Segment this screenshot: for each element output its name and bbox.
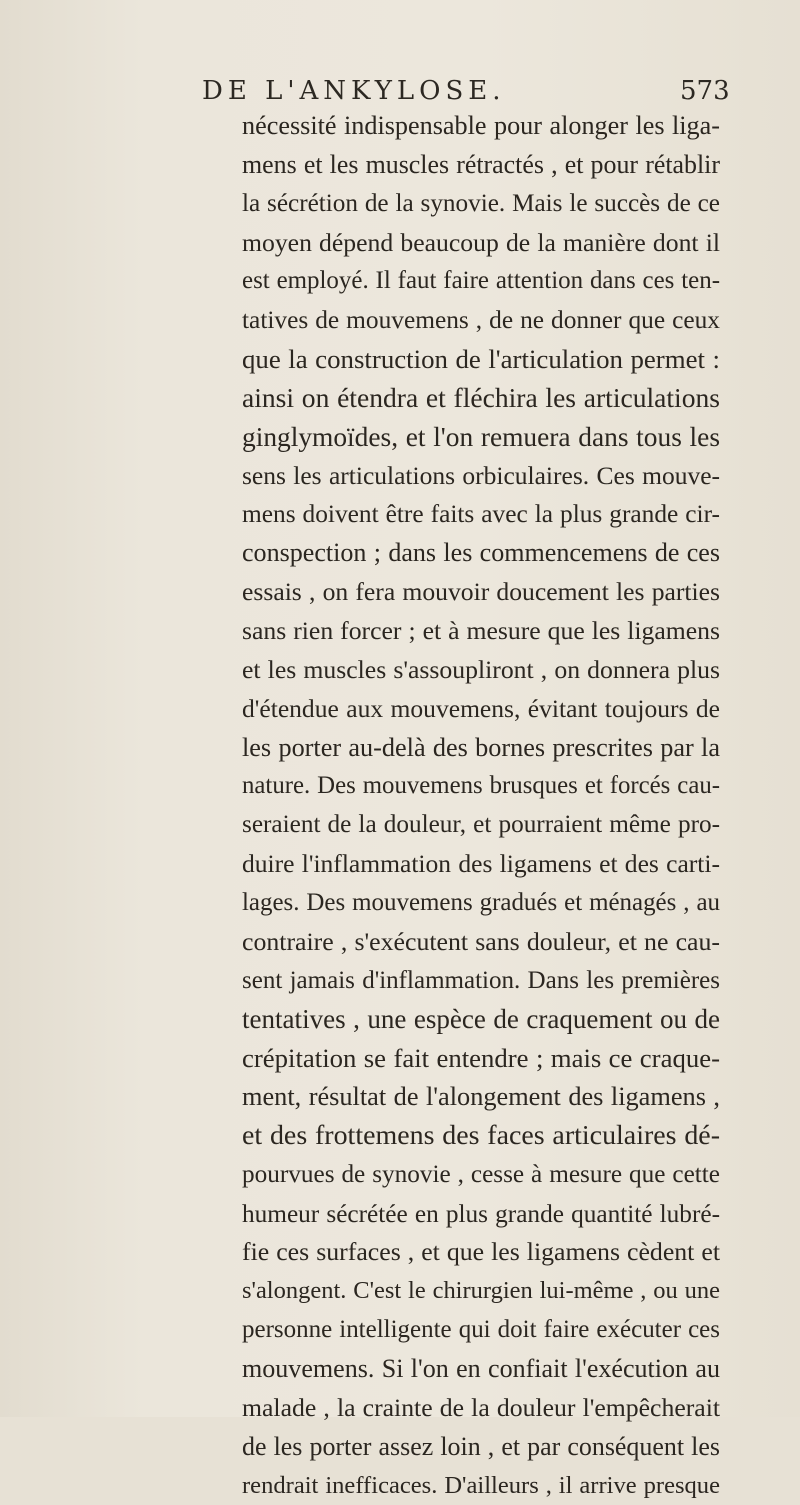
text-line: est employé. Il faut faire attention dans ces ten-	[242, 267, 720, 295]
text-line: mens doivent être faits avec la plus grande cir-	[242, 500, 720, 529]
text-line: la sécrétion de la synovie. Mais le succès de ce	[242, 189, 720, 217]
text-line: duire l'inflammation des ligamens et des carti-	[242, 849, 720, 879]
text-line: tatives de mouvemens , de ne donner que ceux	[242, 306, 720, 335]
text-line: contraire , s'exécutent sans douleur, et ne cau-	[242, 926, 720, 956]
text-line: rendrait inefficaces. D'ailleurs , il arrive presque	[242, 1471, 720, 1499]
text-line: sens les articulations orbiculaires. Ces mouve-	[242, 460, 720, 490]
text-line: fie ces surfaces , et que les ligamens cèdent et	[242, 1237, 720, 1267]
text-line: seraient de la douleur, et pourraient même pro-	[242, 811, 720, 839]
text-line: nécessité indispensable pour alonger les liga-	[242, 111, 720, 140]
text-line: ment, résultat de l'alongement des ligamens ,	[242, 1082, 720, 1112]
text-line: lages. Des mouvemens gradués et ménagés , au	[242, 888, 720, 916]
text-line: ainsi on étendra et fléchira les articulations	[242, 381, 720, 413]
text-line: humeur sécrétée en plus grande quantité lubré-	[242, 1199, 720, 1228]
text-line: nature. Des mouvemens brusques et forcés cau-	[242, 772, 720, 800]
text-line: conspection ; dans les commencemens de ces	[242, 538, 720, 568]
text-line: crépitation se fait entendre ; mais ce craque-	[242, 1043, 720, 1074]
text-line: moyen dépend beaucoup de la manière dont il	[242, 227, 720, 257]
text-line: essais , on fera mouvoir doucement les parties	[242, 577, 720, 607]
text-line: sent jamais d'inflammation. Dans les premières	[242, 966, 720, 994]
text-line: d'étendue aux mouvemens, évitant toujours de	[242, 693, 720, 723]
running-head-title: DE L'ANKYLOSE.	[202, 76, 506, 106]
text-line: et des frottemens des faces articulaires dé-	[242, 1119, 720, 1151]
text-line: sans rien forcer ; et à mesure que les ligamens	[242, 615, 720, 645]
text-line: pourvues de synovie , cesse à mesure que cette	[242, 1160, 720, 1188]
text-line: personne intelligente qui doit faire exécuter ces	[242, 1316, 720, 1344]
text-line: mens et les muscles rétractés , et pour rétablir	[242, 149, 720, 179]
text-line: que la construction de l'articulation permet :	[242, 344, 720, 375]
text-line: s'alongent. C'est le chirurgien lui-même , ou une	[242, 1277, 720, 1305]
text-line: tentatives , une espèce de craquement ou de	[242, 1004, 720, 1035]
text-line: et les muscles s'assoupliront , on donnera plus	[242, 654, 720, 684]
text-line: de les porter assez loin , et par conséquent les	[242, 1431, 720, 1461]
page-number: 573	[680, 76, 730, 106]
text-line: malade , la crainte de la douleur l'empêcherait	[242, 1392, 720, 1422]
text-line: ginglymoïdes, et l'on remuera dans tous les	[242, 421, 720, 452]
text-line: mouvemens. Si l'on en confiait l'exécution au	[242, 1354, 720, 1383]
text-line: les porter au-delà des bornes prescrites par la	[242, 732, 720, 762]
body-text	[242, 107, 720, 1505]
